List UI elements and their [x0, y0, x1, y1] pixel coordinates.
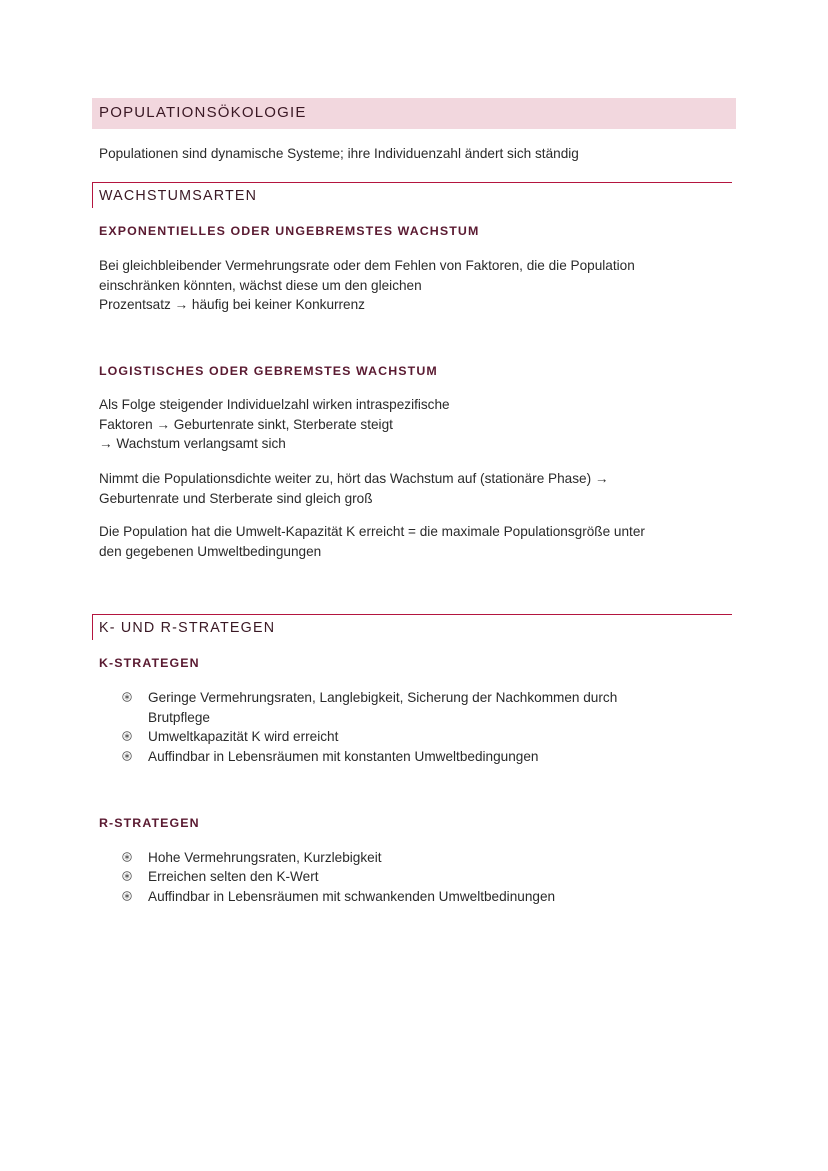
text-line: Bei gleichbleibender Vermehrungsrate oder dem Fehlen von Faktoren, die die Population — [99, 258, 635, 273]
section-title-strategen: K- UND R-STRATEGEN — [99, 620, 276, 636]
text-line: Die Population hat die Umwelt-Kapazität K erreicht = die maximale Populationsgröße unter — [99, 524, 645, 539]
section-rule-wachstumsarten — [92, 182, 732, 183]
text-line: den gegebenen Umweltbedingungen — [99, 543, 322, 559]
text-line: → Wachstum verlangsamt sich — [99, 436, 286, 451]
section-title-wachstumsarten: WACHSTUMSARTEN — [99, 188, 258, 204]
text-line: Faktoren → Geburtenrate sinkt, Sterberate steigt — [99, 416, 393, 432]
paragraph-exponential — [99, 256, 635, 315]
text-line: einschränken könnten, wächst diese um den gleichen — [99, 277, 422, 293]
list-item-text — [148, 688, 617, 727]
intro-text: Populationen sind dynamische Systeme; ihre Individuenzahl ändert sich ständig — [99, 146, 579, 161]
text-line: Nimmt die Populationsdichte weiter zu, hört das Wachstum auf (stationäre Phase) → — [99, 471, 609, 486]
asterisk-circle-icon — [122, 692, 132, 702]
paragraph-logistic-2 — [99, 469, 609, 508]
section-rule-strategen — [92, 614, 732, 615]
list-item-text: Auffindbar in Lebensräumen mit schwankenden Umweltbedinungen — [148, 889, 556, 904]
text-line: Als Folge steigender Individuelzahl wirken intraspezifische — [99, 397, 450, 412]
list-item-text: Auffindbar in Lebensräumen mit konstanten Umweltbedingungen — [148, 749, 539, 764]
asterisk-circle-icon — [122, 852, 132, 862]
list-item-text: Umweltkapazität K wird erreicht — [148, 729, 339, 744]
paragraph-logistic-1 — [99, 395, 450, 454]
text-line: Geringe Vermehrungsraten, Langlebigkeit, Sicherung der Nachkommen durch — [148, 690, 618, 705]
section-rule-strategen-left — [92, 614, 93, 640]
paragraph-logistic-3 — [99, 522, 645, 561]
heading-exponential: EXPONENTIELLES ODER UNGEBREMSTES WACHSTUM — [99, 224, 480, 238]
text-line: Prozentsatz → häufig bei keiner Konkurrenz — [99, 297, 365, 312]
text-line: Brutpflege — [148, 709, 210, 725]
heading-k-strategen: K-STRATEGEN — [99, 656, 200, 670]
asterisk-circle-icon — [122, 871, 132, 881]
page-title: POPULATIONSÖKOLOGIE — [99, 104, 307, 121]
section-rule-wachstumsarten-left — [92, 182, 93, 208]
heading-r-strategen: R-STRATEGEN — [99, 816, 200, 830]
list-item-text: Erreichen selten den K-Wert — [148, 869, 319, 884]
asterisk-circle-icon — [122, 891, 132, 901]
asterisk-circle-icon — [122, 731, 132, 741]
text-line: Geburtenrate und Sterberate sind gleich groß — [99, 490, 373, 506]
heading-logistic: LOGISTISCHES ODER GEBREMSTES WACHSTUM — [99, 364, 438, 378]
asterisk-circle-icon — [122, 751, 132, 761]
list-item-text: Hohe Vermehrungsraten, Kurzlebigkeit — [148, 850, 382, 865]
